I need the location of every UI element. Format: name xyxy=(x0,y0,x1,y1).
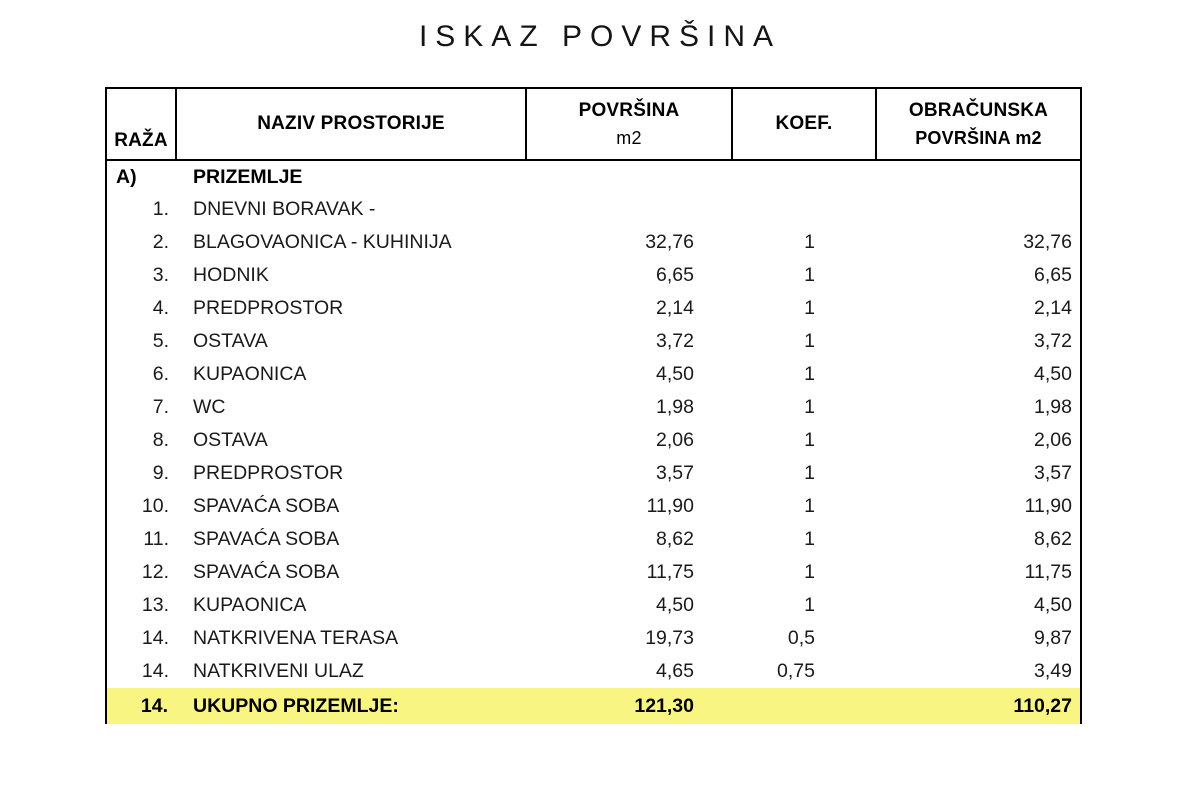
cell-raza: 11. xyxy=(106,523,176,556)
column-header-koef xyxy=(732,88,876,160)
cell-koef: 1 xyxy=(804,396,815,418)
column-header-raza xyxy=(106,88,176,160)
cell-obr: 6,65 xyxy=(876,259,1081,292)
cell-obr: 11,90 xyxy=(876,490,1081,523)
table-header-row xyxy=(106,88,1081,160)
page-title: ISKAZ POVRŠINA xyxy=(418,20,782,53)
area-schedule-table xyxy=(105,87,1082,724)
cell-raza: 8. xyxy=(106,424,176,457)
cell-obr: 2,14 xyxy=(876,292,1081,325)
cell-area: 2,14 xyxy=(656,297,694,319)
cell-koef: 1 xyxy=(804,462,815,484)
cell-raza: 9. xyxy=(106,457,176,490)
column-header-obracunska-label: OBRAČUNSKA xyxy=(908,100,1049,122)
cell-obr: 4,50 xyxy=(876,589,1081,622)
cell-koef xyxy=(732,160,876,193)
cell-obr: 3,72 xyxy=(876,325,1081,358)
table-row xyxy=(106,490,1081,523)
table-row xyxy=(106,226,1081,259)
cell-name: BLAGOVAONICA - KUHINIJA xyxy=(193,231,452,253)
cell-name: UKUPNO PRIZEMLJE: xyxy=(176,688,526,724)
column-header-koef-inner xyxy=(733,89,875,159)
cell-raza: 14. xyxy=(106,622,176,655)
cell-name: KUPAONICA xyxy=(193,363,307,385)
cell-raza: 3. xyxy=(106,259,176,292)
cell-koef: 1 xyxy=(804,231,815,253)
table-row xyxy=(106,193,1081,226)
cell-raza: 14. xyxy=(106,688,176,724)
cell-name: OSTAVA xyxy=(193,429,268,451)
table-row xyxy=(106,391,1081,424)
table-row xyxy=(106,292,1081,325)
cell-name: SPAVAĆA SOBA xyxy=(193,561,340,583)
cell-obr: 9,87 xyxy=(876,622,1081,655)
cell-raza: 6. xyxy=(106,358,176,391)
cell-area: 4,65 xyxy=(656,660,694,682)
area-schedule-table-wrapper xyxy=(105,87,1080,724)
cell-name: HODNIK xyxy=(193,264,269,286)
cell-name: DNEVNI BORAVAK - xyxy=(193,198,376,220)
cell-obr xyxy=(876,160,1081,193)
cell-name: PRIZEMLJE xyxy=(193,165,303,188)
cell-raza: 5. xyxy=(106,325,176,358)
column-header-naziv-prostorije-inner xyxy=(177,89,525,159)
cell-obr: 1,98 xyxy=(876,391,1081,424)
cell-koef: 1 xyxy=(804,495,815,517)
cell-area: 6,65 xyxy=(656,264,694,286)
cell-raza: 14. xyxy=(106,655,176,688)
cell-area: 121,30 xyxy=(526,688,732,724)
cell-koef: 1 xyxy=(804,594,815,616)
cell-koef: 1 xyxy=(804,561,815,583)
cell-area: 3,57 xyxy=(656,462,694,484)
table-row xyxy=(106,523,1081,556)
table-row-total xyxy=(106,688,1081,724)
cell-name: PREDPROSTOR xyxy=(193,462,344,484)
column-header-povrsina xyxy=(526,88,732,160)
cell-koef xyxy=(732,193,876,226)
cell-obr: 8,62 xyxy=(876,523,1081,556)
cell-name: NATKRIVENI ULAZ xyxy=(193,660,364,682)
table-header xyxy=(106,88,1081,160)
table-row xyxy=(106,259,1081,292)
column-header-raza-label: RAŽA xyxy=(114,130,168,151)
table-row xyxy=(106,358,1081,391)
column-header-obracunska-unit: POVRŠINA m2 xyxy=(915,127,1042,148)
cell-obr: 110,27 xyxy=(876,688,1081,724)
cell-obr: 3,57 xyxy=(876,457,1081,490)
cell-name: OSTAVA xyxy=(193,330,268,352)
cell-koef: 1 xyxy=(804,363,815,385)
cell-obr: 4,50 xyxy=(876,358,1081,391)
cell-raza: A) xyxy=(106,160,176,193)
cell-name: WC xyxy=(193,396,226,418)
table-row xyxy=(106,424,1081,457)
cell-area: 1,98 xyxy=(656,396,694,418)
cell-area: 32,76 xyxy=(645,231,694,253)
table-row xyxy=(106,589,1081,622)
column-header-povrsina-inner xyxy=(527,89,731,159)
cell-obr: 3,49 xyxy=(876,655,1081,688)
cell-area: 19,73 xyxy=(645,627,694,649)
column-header-obracunska-povrsina xyxy=(876,88,1081,160)
cell-koef: 1 xyxy=(804,429,815,451)
cell-obr xyxy=(876,193,1081,226)
table-row xyxy=(106,655,1081,688)
cell-area: 11,75 xyxy=(646,561,694,583)
column-header-povrsina-unit: m2 xyxy=(616,127,642,148)
cell-name: PREDPROSTOR xyxy=(193,297,344,319)
cell-obr: 32,76 xyxy=(876,226,1081,259)
cell-name: SPAVAĆA SOBA xyxy=(193,528,340,550)
cell-obr: 11,75 xyxy=(876,556,1081,589)
cell-name: NATKRIVENA TERASA xyxy=(193,627,399,649)
cell-name: SPAVAĆA SOBA xyxy=(193,495,340,517)
table-row-section xyxy=(106,160,1081,193)
cell-koef: 1 xyxy=(804,528,815,550)
cell-koef: 1 xyxy=(804,297,815,319)
cell-raza: 4. xyxy=(106,292,176,325)
table-row xyxy=(106,622,1081,655)
cell-raza: 1. xyxy=(106,193,176,226)
table-row xyxy=(106,556,1081,589)
column-header-naziv-prostorije-label: NAZIV PROSTORIJE xyxy=(257,113,445,135)
cell-koef xyxy=(732,688,876,724)
cell-area: 11,90 xyxy=(646,495,694,517)
cell-area: 8,62 xyxy=(656,528,694,550)
cell-raza: 2. xyxy=(106,226,176,259)
table-body xyxy=(106,160,1081,724)
cell-obr: 2,06 xyxy=(876,424,1081,457)
cell-area: 4,50 xyxy=(656,363,694,385)
cell-area: 4,50 xyxy=(656,594,694,616)
cell-raza: 12. xyxy=(106,556,176,589)
cell-koef: 0,5 xyxy=(787,627,815,649)
column-header-naziv-prostorije xyxy=(176,88,526,160)
table-row xyxy=(106,457,1081,490)
cell-name: KUPAONICA xyxy=(193,594,307,616)
cell-area xyxy=(526,193,732,226)
cell-raza: 13. xyxy=(106,589,176,622)
cell-koef: 1 xyxy=(804,330,815,352)
cell-raza: 7. xyxy=(106,391,176,424)
cell-area: 3,72 xyxy=(656,330,694,352)
cell-area xyxy=(526,160,732,193)
column-header-obracunska-inner xyxy=(877,89,1080,159)
cell-raza: 10. xyxy=(106,490,176,523)
cell-area: 2,06 xyxy=(656,429,694,451)
cell-koef: 1 xyxy=(804,264,815,286)
column-header-koef-label: KOEF. xyxy=(775,113,833,135)
cell-koef: 0,75 xyxy=(777,660,815,682)
table-row xyxy=(106,325,1081,358)
column-header-povrsina-label: POVRŠINA xyxy=(578,100,680,122)
